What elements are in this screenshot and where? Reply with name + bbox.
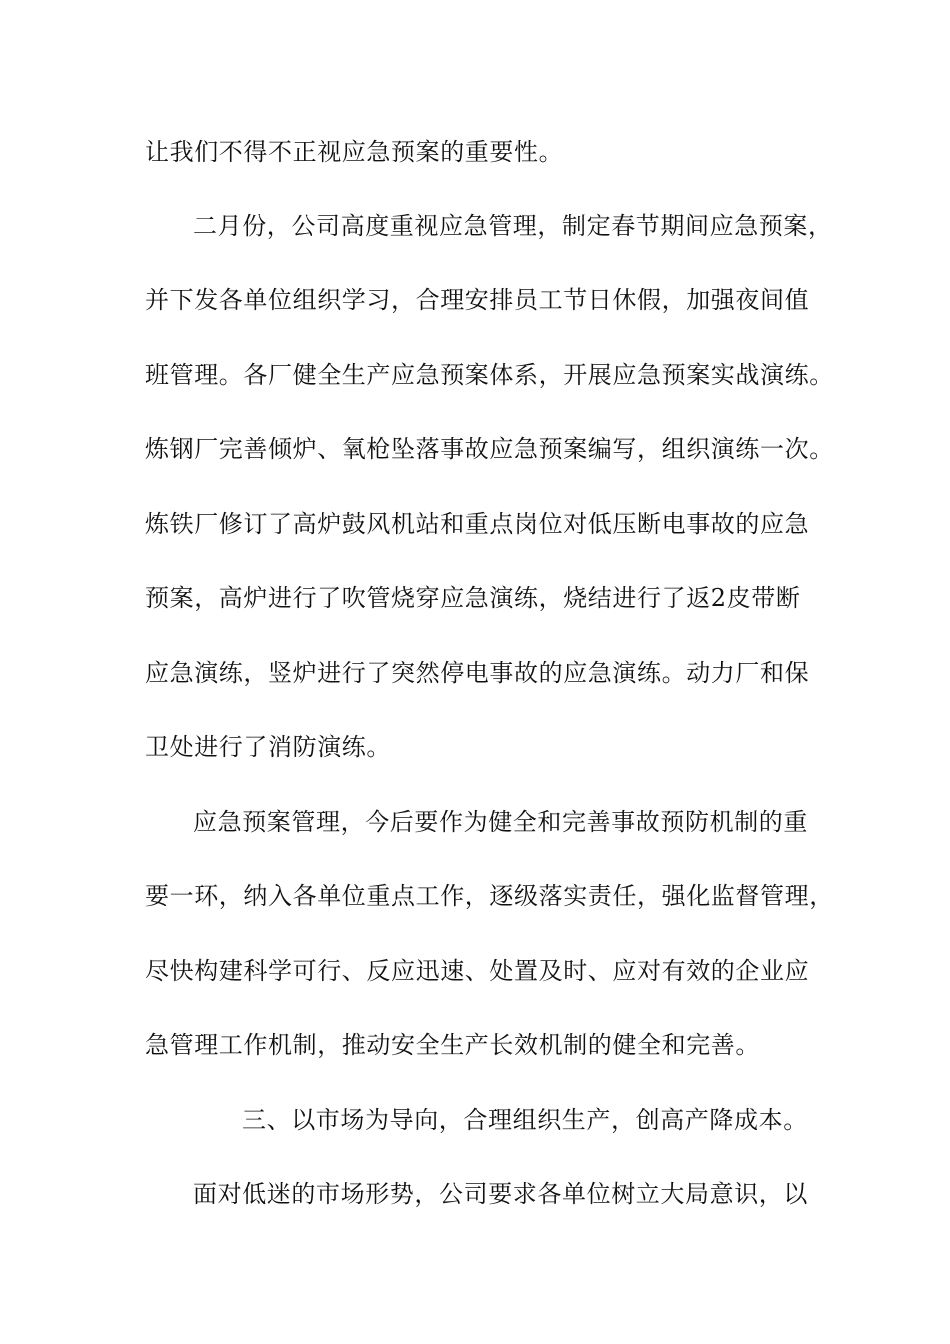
paragraph-line: 应急演练，竖炉进行了突然停电事故的应急演练。动力厂和保 xyxy=(145,659,810,687)
paragraph-line: 班管理。各厂健全生产应急预案体系，开展应急预案实战演练。 xyxy=(145,361,834,389)
section-heading: 三、以市场为导向，合理组织生产，创高产降成本。 xyxy=(242,1106,808,1134)
paragraph-line: 尽快构建科学可行、反应迅速、处置及时、应对有效的企业应 xyxy=(145,957,810,985)
paragraph-line: 面对低迷的市场形势，公司要求各单位树立大局意识，以 xyxy=(193,1180,808,1208)
paragraph-line: 急管理工作机制，推动安全生产长效机制的健全和完善。 xyxy=(145,1031,760,1059)
paragraph-line: 炼铁厂修订了高炉鼓风机站和重点岗位对低压断电事故的应急 xyxy=(145,510,810,538)
paragraph-line: 预案，高炉进行了吹管烧穿应急演练，烧结进行了返2皮带断 xyxy=(145,584,801,612)
paragraph-line: 卫处进行了消防演练。 xyxy=(145,733,391,761)
paragraph-line: 要一环，纳入各单位重点工作，逐级落实责任，强化监督管理， xyxy=(145,882,834,910)
paragraph-line: 并下发各单位组织学习，合理安排员工节日休假，加强夜间值 xyxy=(145,286,810,314)
paragraph-line: 炼钢厂完善倾炉、氧枪坠落事故应急预案编写，组织演练一次。 xyxy=(145,435,834,463)
paragraph-line: 二月份，公司高度重视应急管理，制定春节期间应急预案， xyxy=(193,212,833,240)
paragraph-line: 应急预案管理，今后要作为健全和完善事故预防机制的重 xyxy=(193,808,808,836)
paragraph-line: 让我们不得不正视应急预案的重要性。 xyxy=(145,138,564,166)
